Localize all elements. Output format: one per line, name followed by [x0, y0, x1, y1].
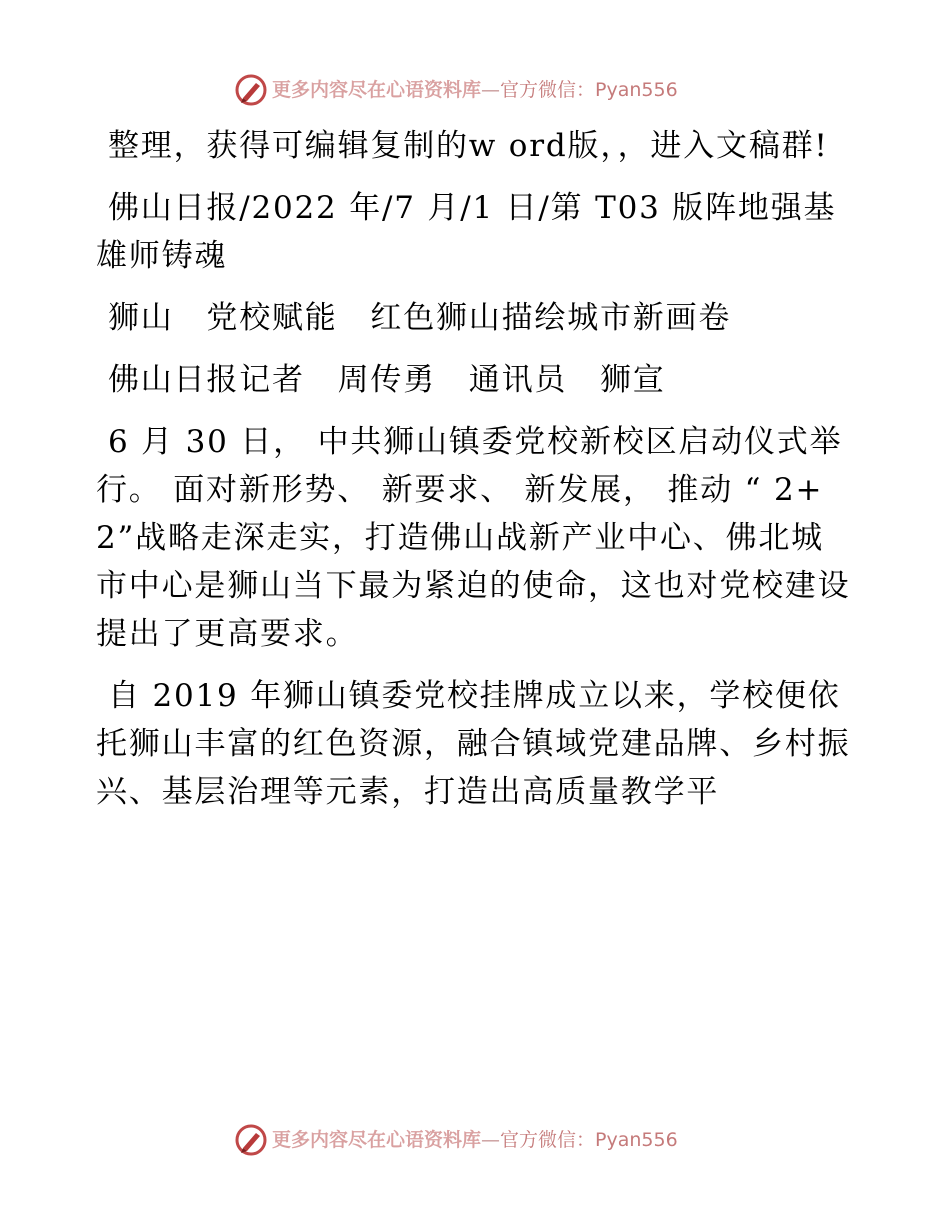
watermark-dash: —	[481, 1128, 501, 1151]
footer-watermark	[234, 1122, 678, 1158]
paragraph-intro: 整理，获得可编辑复制的w ord版，，进入文稿群!	[108, 128, 829, 164]
watermark-text: 更多内容尽在心语资料库	[272, 1128, 482, 1151]
pen-logo-icon	[234, 73, 268, 107]
watermark-dash: —	[481, 78, 501, 101]
pen-logo-icon	[234, 1123, 268, 1157]
watermark-account: 官方微信：Pyan556	[500, 78, 678, 101]
watermark-account: 官方微信：Pyan556	[500, 1128, 678, 1151]
paragraph-byline: 佛山日报记者 周传勇 通讯员 狮宣	[108, 362, 666, 398]
paragraph-headline: 狮山 党校赋能 红色狮山描绘城市新画卷	[108, 300, 732, 336]
paragraph-body-1: 6 月 30 日， 中共狮山镇委党校新校区启动仪式举行。 面对新形势、 新要求、 新发展， 推动 “ 2+2”战略走深走实，打造佛山战新产业中心、佛北城市中心是狮山当下最为紧迫的使命，这也对党校建设提出了更高要求。	[96, 424, 851, 652]
watermark-text: 更多内容尽在心语资料库	[272, 78, 482, 101]
paragraph-source: 佛山日报/2022 年/7 月/1 日/第 T03 版阵地强基 雄师铸魂	[96, 190, 837, 274]
paragraph-body-2: 自 2019 年狮山镇委党校挂牌成立以来，学校便依托狮山丰富的红色资源，融合镇域党建品牌、乡村振兴、基层治理等元素，打造出高质量教学平	[96, 678, 851, 810]
header-watermark	[234, 72, 678, 108]
document-body	[96, 122, 856, 830]
